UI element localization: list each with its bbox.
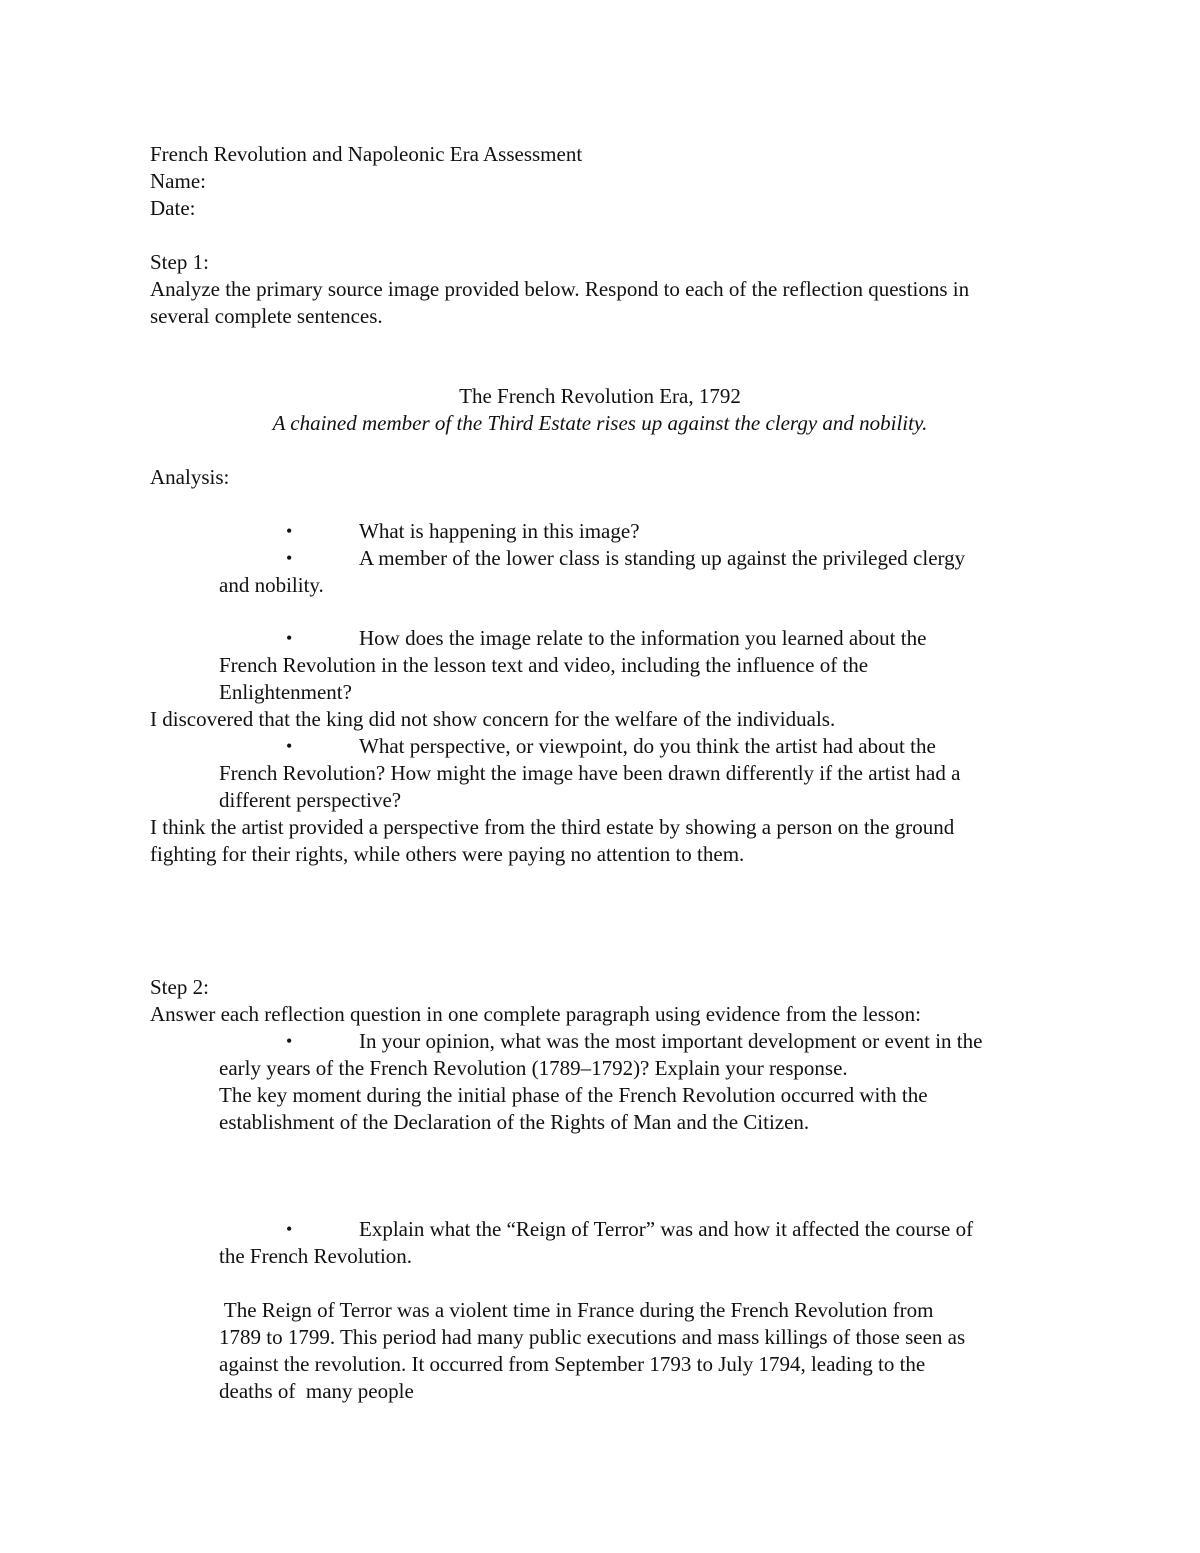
step2-instructions: Answer each reflection question in one complete paragraph using evidence from the lesson: xyxy=(150,1002,921,1026)
name-label: Name: xyxy=(150,169,206,193)
step2-question-1-line1: In your opinion, what was the most important development or event in the xyxy=(359,1029,983,1053)
step1-answer-2: I discovered that the king did not show concern for the welfare of the individuals. xyxy=(150,707,836,731)
step2-answer-2-line2: 1789 to 1799. This period had many public executions and mass killings of those seen as xyxy=(219,1325,966,1349)
step1-heading: Step 1: xyxy=(150,250,209,274)
step2-answer-2-line4: deaths of many people xyxy=(219,1379,414,1403)
step1-instructions-line2: several complete sentences. xyxy=(150,304,383,328)
bullet-icon: • xyxy=(286,548,293,568)
step1-answer-1-line1: A member of the lower class is standing up against the privileged clergy xyxy=(359,546,966,570)
step1-question-2-line3: Enlightenment? xyxy=(219,680,352,704)
step2-heading: Step 2: xyxy=(150,975,209,999)
bullet-icon: • xyxy=(286,1031,293,1051)
step1-answer-1-line2: and nobility. xyxy=(219,573,324,597)
step1-question-2-line2: French Revolution in the lesson text and video, including the influence of the xyxy=(219,653,869,677)
bullet-icon: • xyxy=(286,1219,293,1239)
step1-instructions-line1: Analyze the primary source image provided below. Respond to each of the reflection questions in xyxy=(150,277,970,301)
step1-question-3-line2: French Revolution? How might the image have been drawn differently if the artist had a xyxy=(219,761,961,785)
bullet-icon: • xyxy=(286,521,293,541)
analysis-label: Analysis: xyxy=(150,465,230,489)
step1-answer-3-line2: fighting for their rights, while others were paying no attention to them. xyxy=(150,842,745,866)
step2-question-2-line1: Explain what the “Reign of Terror” was and how it affected the course of xyxy=(359,1217,974,1241)
step2-answer-2-line3: against the revolution. It occurred from September 1793 to July 1794, leading to the xyxy=(219,1352,926,1376)
step2-answer-1-line2: establishment of the Declaration of the Rights of Man and the Citizen. xyxy=(219,1110,810,1134)
step1-question-3-line1: What perspective, or viewpoint, do you think the artist had about the xyxy=(359,734,936,758)
step1-answer-3-line1: I think the artist provided a perspective from the third estate by showing a person on the ground xyxy=(150,815,955,839)
date-label: Date: xyxy=(150,196,196,220)
step2-answer-1-line1: The key moment during the initial phase of the French Revolution occurred with the xyxy=(219,1083,928,1107)
bullet-icon: • xyxy=(286,628,293,648)
image-title: The French Revolution Era, 1792 xyxy=(459,384,741,408)
step1-question-2-line1: How does the image relate to the information you learned about the xyxy=(359,626,927,650)
bullet-icon: • xyxy=(286,736,293,756)
step2-question-2-line2: the French Revolution. xyxy=(219,1244,413,1268)
document-title: French Revolution and Napoleonic Era Assessment xyxy=(150,142,583,166)
image-caption: A chained member of the Third Estate rises up against the clergy and nobility. xyxy=(272,411,928,435)
step2-answer-2-line1: The Reign of Terror was a violent time in France during the French Revolution from xyxy=(219,1298,934,1322)
step1-question-1: What is happening in this image? xyxy=(359,519,640,543)
step1-question-3-line3: different perspective? xyxy=(219,788,402,812)
step2-question-1-line2: early years of the French Revolution (1789–1792)? Explain your response. xyxy=(219,1056,848,1080)
